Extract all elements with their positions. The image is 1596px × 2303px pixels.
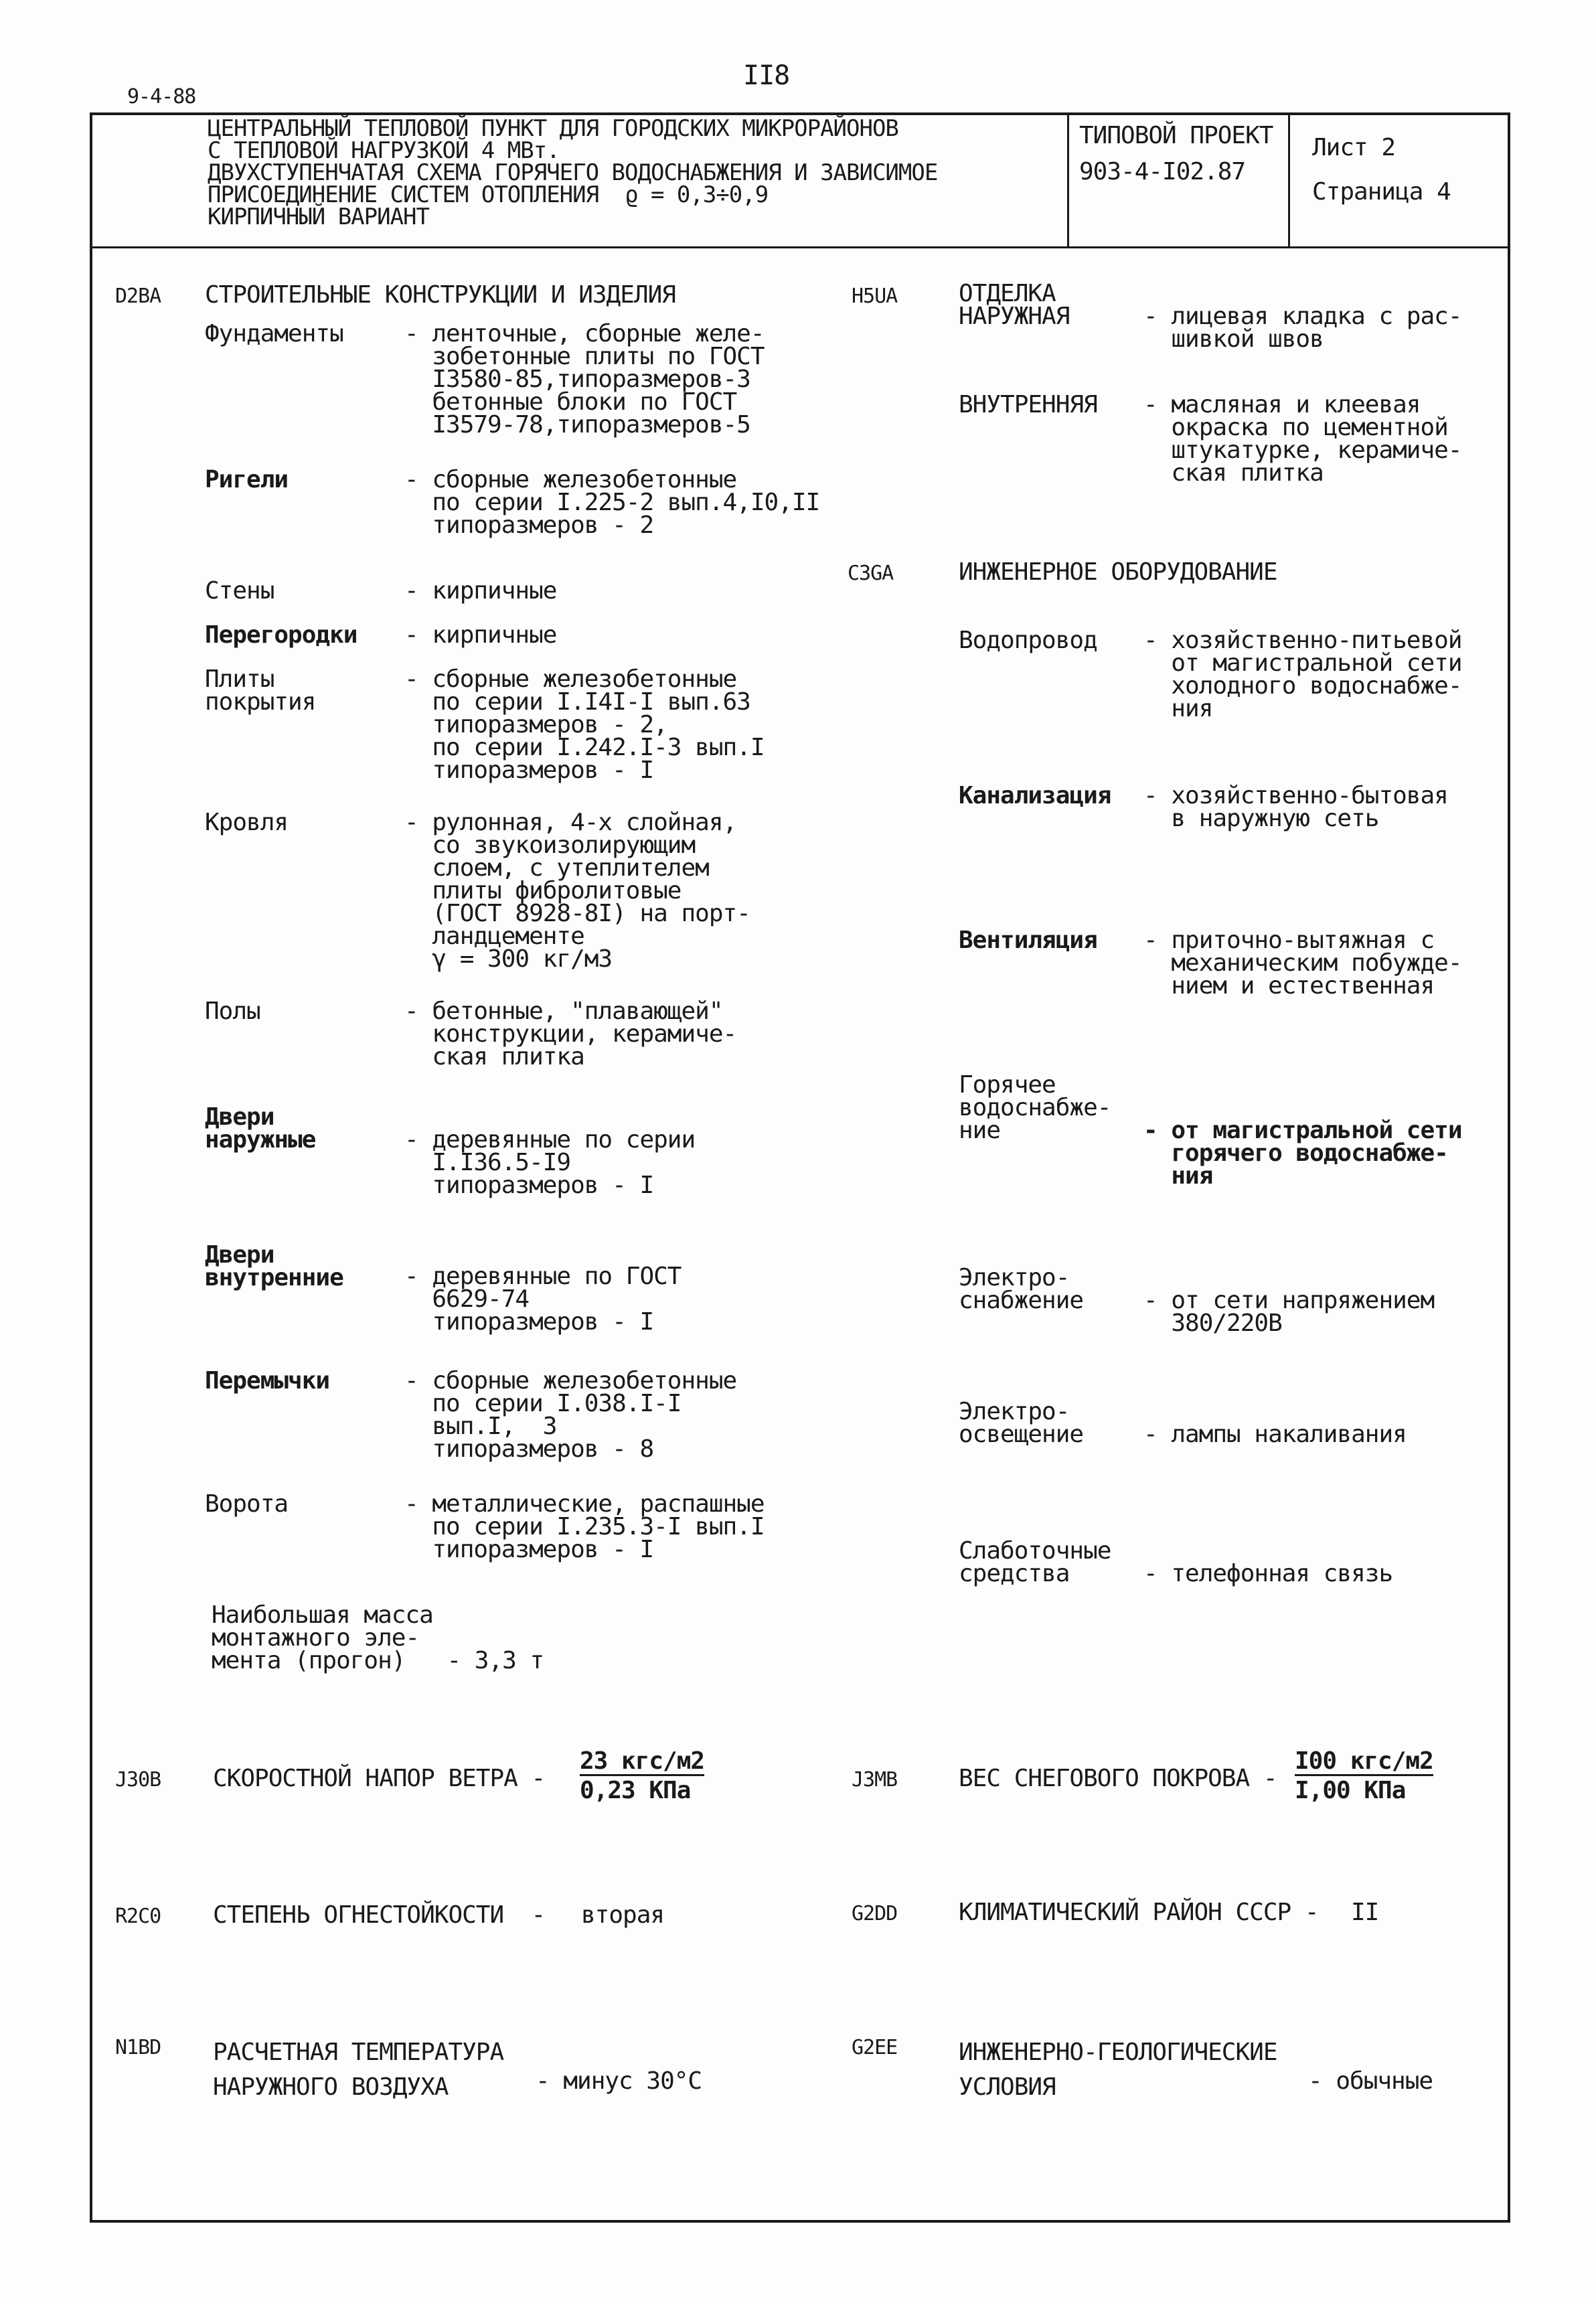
temp-value: - минус 30°С (536, 2067, 702, 2095)
section-code-construction: D2BA (115, 285, 161, 308)
temp-code: N1BD (115, 2036, 161, 2059)
section-code-equipment: C3GA (848, 562, 894, 585)
item-label: Полы (205, 998, 260, 1025)
item-text: - деревянные по ГОСТ 6629-74 типоразмеров - I (404, 1263, 682, 1336)
equipment-text: - хозяйственно-питьевой от магистральной сети холодного водоснабже- ния (1143, 627, 1462, 722)
snow-label: ВЕС СНЕГОВОГО ПОКРОВА - (959, 1765, 1277, 1792)
snow-value-kgs: I00 кгс/м2 (1295, 1747, 1433, 1775)
item-label: Плиты покрытия (205, 665, 316, 716)
finish-text: - лицевая кладка с рас- шивкой швов (1143, 303, 1462, 353)
item-label: Ворота (205, 1490, 289, 1518)
item-label: Стены (205, 577, 274, 605)
item-label: Перемычки (205, 1367, 330, 1395)
wind-value-kpa: 0,23 КПа (580, 1777, 691, 1804)
climate-value: II (1351, 1899, 1379, 1926)
page-number: II8 (743, 60, 790, 91)
item-text: - рулонная, 4-х слойная, со звукоизолирующим слоем, с утеплителем плиты фибролитовые (ГОСТ 8928-8I) на порт- ландцементе γ = 300 кг/м3 (404, 809, 750, 973)
equipment-text: - приточно-вытяжная с механическим побужде- нием и естественная (1143, 927, 1462, 1000)
equipment-text: - от сети напряжением 380/220В (1143, 1287, 1435, 1337)
item-label: Двери наружные (205, 1103, 316, 1154)
section-heading-construction: СТРОИТЕЛЬНЫЕ КОНСТРУКЦИИ И ИЗДЕЛИЯ (205, 281, 675, 309)
equipment-label: Водопровод (959, 627, 1097, 654)
finish-label: ВНУТРЕННЯЯ (959, 391, 1097, 418)
geo-value: - обычные (1308, 2067, 1433, 2095)
temp-label: РАСЧЕТНАЯ ТЕМПЕРАТУРА НАРУЖНОГО ВОЗДУХА (213, 2039, 504, 2101)
snow-fraction (1295, 1747, 1442, 1804)
item-label: Ригели (205, 466, 289, 493)
equipment-text: - лампы накаливания (1143, 1421, 1407, 1448)
equipment-label: Вентиляция (959, 927, 1097, 954)
project-number: 903-4-I02.87 (1079, 158, 1246, 185)
item-text: - металлические, распашные по серии I.235.3-I вып.I типоразмеров - I (404, 1490, 765, 1563)
item-text: - сборные железобетонные по серии I.I4I-I вып.63 типоразмеров - 2, по серии I.242.I-3 вып.I типоразмеров - I (404, 665, 765, 784)
equipment-label: Электро- освещение (959, 1398, 1084, 1448)
section-code-finish: H5UA (852, 285, 898, 308)
equipment-label: Канализация (959, 782, 1111, 809)
finish-text: - масляная и клеевая окраска по цементной штукатурке, керамиче- ская плитка (1143, 391, 1462, 487)
item-text: - бетонные, "плавающей" конструкции, керамиче- ская плитка (404, 998, 737, 1070)
max-element-mass: Наибольшая масса монтажного эле- мента (прогон) - 3,3 т (212, 1601, 544, 1674)
item-label: Двери внутренние (205, 1241, 343, 1291)
wind-code: J30B (115, 1768, 161, 1792)
project-label: ТИПОВОЙ ПРОЕКТ (1079, 122, 1273, 149)
wind-value-kgs: 23 кгс/м2 (580, 1747, 705, 1775)
item-text: - ленточные, сборные желе- зобетонные плиты по ГОСТ I3580-85,типоразмеров-3 бетонные блоки по ГОСТ I3579-78,типоразмеров-5 (404, 320, 765, 439)
equipment-text: - телефонная связь (1143, 1560, 1393, 1587)
section-heading-equipment: ИНЖЕНЕРНОЕ ОБОРУДОВАНИЕ (959, 558, 1277, 586)
equipment-label: Горячее водоснабже- ние (959, 1071, 1111, 1144)
fire-label: СТЕПЕНЬ ОГНЕСТОЙКОСТИ - (213, 1901, 546, 1929)
item-label: Перегородки (205, 621, 357, 649)
item-text: - деревянные по серии I.I36.5-I9 типоразмеров - I (404, 1126, 696, 1199)
sheet-number: Лист 2 (1312, 134, 1396, 161)
title-block (90, 112, 1510, 248)
geo-label: ИНЖЕНЕРНО-ГЕОЛОГИЧЕСКИЕ УСЛОВИЯ (959, 2039, 1277, 2101)
snow-code: J3MB (852, 1768, 898, 1792)
equipment-text: - от магистральной сети горячего водоснабже- ния (1143, 1117, 1462, 1190)
equipment-label: Электро- снабжение (959, 1264, 1084, 1314)
item-label: Кровля (205, 809, 289, 836)
fire-code: R2C0 (115, 1905, 161, 1928)
snow-value-kpa: I,00 КПа (1295, 1777, 1406, 1804)
item-text: - кирпичные (404, 577, 557, 605)
geo-code: G2EE (852, 2036, 898, 2059)
document-title: ЦЕНТРАЛЬНЫЙ ТЕПЛОВОЙ ПУНКТ ДЛЯ ГОРОДСКИХ МИКРОРАЙОНОВ С ТЕПЛОВОЙ НАГРУЗКОЙ 4 МВт. ДВУХСТУПЕНЧАТАЯ СХЕМА ГОРЯЧЕГО ВОДОСНАБЖЕНИЯ И ЗАВИСИМОЕ ПРИСОЕДИНЕНИЕ СИСТЕМ ОТОПЛЕНИЯ ϱ = 0,3÷0,9 КИРПИЧНЫЙ ВАРИАНТ (208, 115, 938, 230)
climate-label: КЛИМАТИЧЕСКИЙ РАЙОН СССР - (959, 1899, 1319, 1926)
title-divider (90, 246, 1510, 248)
corner-code: 9-4-88 (127, 85, 196, 108)
equipment-label: Слаботочные средства (959, 1537, 1111, 1587)
wind-fraction (580, 1747, 714, 1804)
item-text: - сборные железобетонные по серии I.225-2 вып.4,I0,II типоразмеров - 2 (404, 466, 820, 539)
page-label: Страница 4 (1312, 178, 1451, 206)
fire-value: вторая (581, 1901, 665, 1929)
item-text: - кирпичные (404, 621, 557, 649)
item-text: - сборные железобетонные по серии I.038.I-I вып.I, 3 типоразмеров - 8 (404, 1367, 737, 1463)
item-label: Фундаменты (205, 320, 343, 347)
wind-label: СКОРОСТНОЙ НАПОР ВЕТРА - (213, 1765, 546, 1792)
equipment-text: - хозяйственно-бытовая в наружную сеть (1143, 782, 1448, 832)
finish-label: ОТДЕЛКА НАРУЖНАЯ (959, 280, 1070, 330)
climate-code: G2DD (852, 1902, 898, 1925)
